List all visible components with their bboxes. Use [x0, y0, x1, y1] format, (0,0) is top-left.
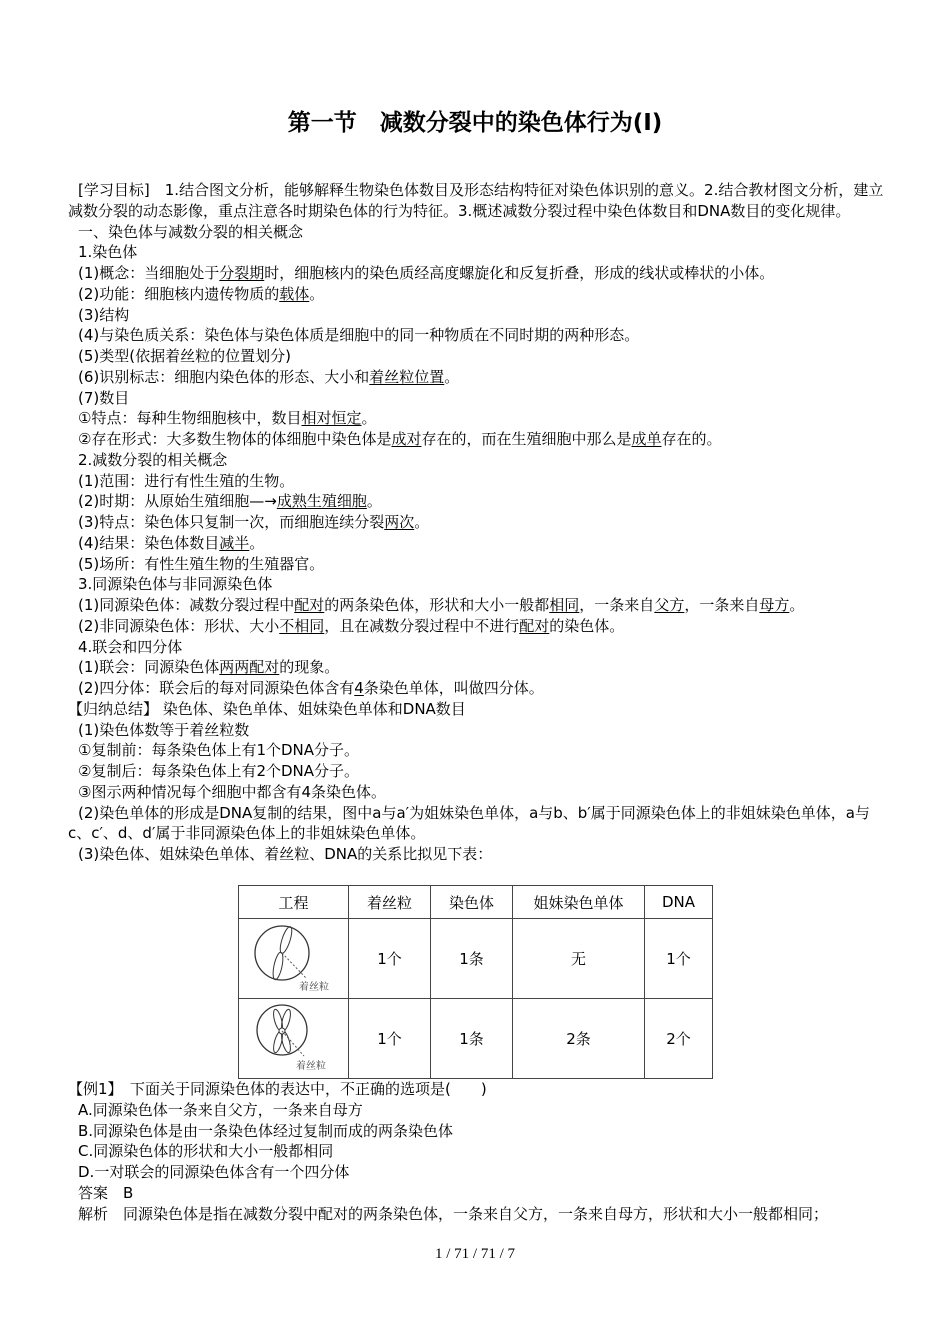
table-cell: 1个	[349, 919, 431, 999]
text-line	[68, 595, 886, 616]
text-line	[68, 242, 886, 263]
table-cell: 无	[513, 919, 645, 999]
fill-in-answer: 父方	[654, 596, 685, 614]
text-segment: 。	[789, 596, 805, 614]
fill-in-answer: 成单	[631, 430, 662, 448]
text-segment: (2)非同源染色体：形状、大小	[78, 616, 280, 635]
table-header: DNA	[645, 886, 713, 919]
text-line	[68, 699, 886, 720]
text-segment: 存在的。	[661, 430, 722, 448]
table-header: 着丝粒	[349, 886, 431, 919]
text-line	[68, 720, 886, 741]
option-a: A.同源染色体一条来自父方，一条来自母方	[78, 1100, 363, 1119]
text-segment: [学习目标] 1.结合图文分析，能够解释生物染色体数目及形态结构特征对染色体识别的意义。2.结合教材图文分析，建立减数分裂的动态影像，重点注意各时期染色体的行为特征。3.概述减数分裂过程中染色体数目和DNA数目的变化规律。	[68, 181, 884, 220]
page-number: 1 / 71 / 71 / 7	[434, 1246, 515, 1262]
text-line	[68, 180, 886, 222]
text-segment: ②复制后：每条染色体上有2个DNA分子。	[78, 762, 360, 780]
text-segment: 2.减数分裂的相关概念	[78, 450, 228, 469]
table-cell: 1条	[431, 999, 513, 1079]
text-segment: 的现象。	[279, 658, 340, 677]
fill-in-answer: 相同	[549, 596, 580, 614]
text-segment: 。	[249, 533, 265, 552]
table-cell: 2条	[513, 999, 645, 1079]
answer: 答案 B	[78, 1183, 134, 1202]
text-line	[68, 782, 886, 803]
text-line	[68, 491, 886, 512]
text-line	[68, 740, 886, 761]
table-cell: 1条	[431, 919, 513, 999]
text-segment: (1)范围：进行有性生殖的生物。	[78, 471, 295, 490]
text-segment: ②存在形式：大多数生物体的体细胞中染色体是	[78, 430, 392, 448]
text-line	[68, 657, 886, 678]
page-title: 第一节 减数分裂中的染色体行为(Ⅰ)	[287, 110, 663, 136]
fill-in-answer: 相对恒定	[301, 409, 362, 428]
fill-in-answer: 两两配对	[219, 658, 280, 677]
text-segment: (2)四分体：联会后的每对同源染色体含有	[78, 679, 355, 697]
text-segment: 。	[361, 409, 377, 428]
text-segment: (3)特点：染色体只复制一次，而细胞连续分裂	[78, 513, 385, 531]
text-segment: ，一条来自	[684, 596, 760, 614]
text-segment: (4)结果：染色体数目	[78, 533, 220, 552]
text-segment: 的两条染色体，形状和大小一般都	[324, 596, 550, 614]
chromosome-diagram-single	[239, 919, 349, 999]
fill-in-answer: 着丝粒位置	[369, 367, 445, 386]
text-segment: (1)联会：同源染色体	[78, 658, 220, 677]
text-segment: 时，细胞核内的染色质经高度螺旋化和反复折叠，形成的线状或棒状的小体。	[264, 264, 775, 282]
svg-text:着丝粒: 着丝粒	[298, 981, 329, 993]
text-line	[68, 346, 886, 367]
text-line	[68, 844, 886, 865]
text-line	[68, 388, 886, 409]
fill-in-answer: 配对	[294, 596, 325, 614]
text-line	[68, 574, 886, 595]
analysis: 解析 同源染色体是指在减数分裂中配对的两条染色体，一条来自父方，一条来自母方，形状和大小一般都相同；	[78, 1204, 829, 1223]
text-segment: 【归纳总结】 染色体、染色单体、姐妹染色单体和DNA数目	[68, 699, 466, 718]
text-segment: 一、染色体与减数分裂的相关概念	[78, 222, 304, 241]
text-segment: ，一条来自	[579, 596, 655, 614]
example-question: 【例1】 下面关于同源染色体的表达中，不正确的选项是( )	[68, 1080, 487, 1098]
text-line	[68, 616, 886, 637]
text-segment: (4)与染色质关系：染色体与染色体质是细胞中的同一种物质在不同时期的两种形态。	[78, 326, 640, 345]
document-body	[68, 180, 886, 865]
text-segment: (5)类型(依据着丝粒的位置划分)	[78, 347, 291, 365]
text-line	[68, 803, 886, 845]
text-line	[68, 325, 886, 346]
fill-in-answer: 两次	[384, 513, 415, 531]
text-segment: (1)同源染色体：减数分裂过程中	[78, 596, 295, 614]
text-segment: (2)染色单体的形成是DNA复制的结果，图中a与a′为姐妹染色单体，a与b、b′属于同源染色体上的非姐妹染色单体，a与c、c′、d、d′属于非同源染色体上的非姐妹染色单体。	[68, 803, 870, 843]
text-segment: (3)染色体、姐妹染色单体、着丝粒、DNA的关系比拟见下表：	[78, 845, 493, 863]
text-segment: 1.染色体	[78, 243, 138, 262]
text-segment: 4.联会和四分体	[78, 637, 183, 656]
text-segment: ①复制前：每条染色体上有1个DNA分子。	[78, 741, 360, 760]
text-line	[68, 637, 886, 658]
chromosome-single-icon	[244, 920, 344, 994]
text-segment: ，且在减数分裂过程中不进行	[324, 616, 520, 635]
text-segment: 3.同源染色体与非同源染色体	[78, 575, 273, 594]
text-segment: 存在的，而在生殖细胞中那么是	[421, 430, 632, 448]
table-row	[239, 919, 713, 999]
table-row	[239, 999, 713, 1079]
text-segment: (3)结构	[78, 305, 130, 324]
chromosome-duplicated-icon	[244, 1000, 344, 1074]
table-header: 工程	[239, 886, 349, 919]
text-segment: 的染色体。	[549, 616, 625, 635]
table-header-row	[239, 886, 713, 919]
fill-in-answer: 成对	[391, 430, 422, 448]
text-segment: (2)功能：细胞核内遗传物质的	[78, 284, 280, 303]
text-segment: (5)场所：有性生殖生物的生殖器官。	[78, 554, 325, 573]
table-cell: 1个	[349, 999, 431, 1079]
text-segment: (1)染色体数等于着丝粒数	[78, 720, 250, 739]
text-segment: (1)概念：当细胞处于	[78, 264, 220, 282]
text-line	[68, 367, 886, 388]
table-header: 姐妹染色单体	[513, 886, 645, 919]
fill-in-answer: 不相同	[279, 616, 325, 635]
text-line	[68, 284, 886, 305]
text-segment: 条染色单体，叫做四分体。	[363, 679, 544, 697]
svg-text:着丝粒: 着丝粒	[295, 1060, 326, 1072]
fill-in-answer: 减半	[219, 533, 250, 552]
text-segment: 。	[366, 492, 382, 511]
option-c: C.同源染色体的形状和大小一般都相同	[78, 1142, 334, 1161]
comparison-table	[238, 885, 713, 1079]
fill-in-answer: 分裂期	[219, 264, 265, 282]
text-line	[68, 471, 886, 492]
text-segment: 。	[309, 284, 325, 303]
text-line	[68, 512, 886, 533]
fill-in-answer: 母方	[759, 596, 790, 614]
text-segment: 。	[414, 513, 430, 531]
table-cell: 2个	[645, 999, 713, 1079]
text-segment: (2)时期：从原始生殖细胞—→	[78, 492, 277, 511]
text-segment: (6)识别标志：细胞内染色体的形态、大小和	[78, 367, 370, 386]
text-line	[68, 761, 886, 782]
option-b: B.同源染色体是由一条染色体经过复制而成的两条染色体	[78, 1121, 454, 1140]
text-line	[68, 554, 886, 575]
text-line	[68, 533, 886, 554]
fill-in-answer: 载体	[279, 284, 310, 303]
table-header: 染色体	[431, 886, 513, 919]
fill-in-answer: 配对	[519, 616, 550, 635]
text-line	[68, 429, 886, 450]
text-line	[68, 263, 886, 284]
text-line	[68, 222, 886, 243]
text-segment: (7)数目	[78, 388, 130, 407]
text-segment: ③图示两种情况每个细胞中都含有4条染色体。	[78, 782, 386, 801]
fill-in-answer: 成熟生殖细胞	[276, 492, 367, 511]
text-line	[68, 408, 886, 429]
text-segment: ①特点：每种生物细胞核中，数目	[78, 409, 302, 428]
chromosome-diagram-duplicated	[239, 999, 349, 1079]
option-d: D.一对联会的同源染色体含有一个四分体	[78, 1163, 350, 1181]
table-cell: 1个	[645, 919, 713, 999]
text-line	[68, 678, 886, 699]
fill-in-answer: 4	[354, 679, 364, 697]
text-line	[68, 305, 886, 326]
example-section	[68, 1079, 898, 1224]
text-line	[68, 450, 886, 471]
text-segment: 。	[444, 367, 460, 386]
